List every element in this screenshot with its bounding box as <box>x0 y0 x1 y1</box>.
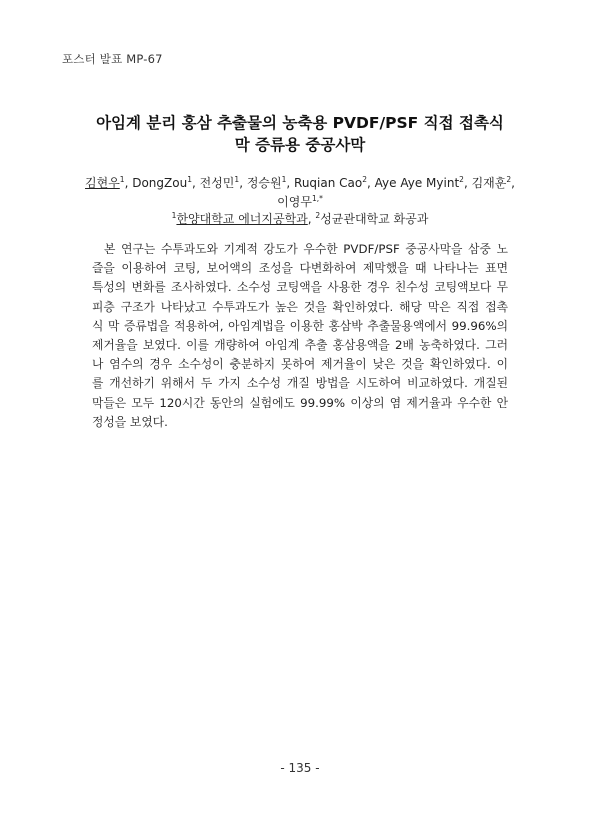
abstract-line: 즐을 이용하여 코팅, 보어액의 조성을 다변화하여 제막했을 때 나타나는 표면 <box>92 261 508 276</box>
abstract-line: 정성을 보였다. <box>92 414 168 429</box>
author-list <box>70 173 530 193</box>
abstract-line: 특성의 변화를 조사하였다. 소수성 코팅액을 사용한 경우 친수성 코팅액보다 무 <box>92 280 508 295</box>
page-number: - 135 - <box>280 761 320 775</box>
author-separator: , <box>191 176 200 190</box>
author-name: 전성민 <box>199 176 235 190</box>
affiliation-name: 한양대학교 에너지공학과 <box>176 212 308 226</box>
affiliation-list <box>60 210 540 227</box>
abstract-line: 막들은 모두 120시간 동안의 실험에도 99.99% 이상의 염 제거율과 우수한 안 <box>92 395 508 410</box>
author-affiliation-mark: 2 <box>362 175 368 184</box>
abstract-body <box>92 240 508 432</box>
author-name: 김현우 <box>85 176 120 190</box>
author-separator: , <box>511 176 515 190</box>
author-name: 정승원 <box>246 176 282 190</box>
author-affiliation-mark: 1 <box>119 175 125 184</box>
affiliation-name: 성균관대학교 화공과 <box>320 212 429 226</box>
author-name: 이영무 <box>277 195 312 209</box>
abstract-line: 본 연구는 수투과도와 기계적 강도가 우수한 PVDF/PSF 중공사막을 삼중 노 <box>104 242 508 256</box>
author-name: 김재훈 <box>471 176 507 190</box>
author-affiliation-mark: 1 <box>187 175 192 184</box>
abstract-line: 피층 구조가 나타났고 수투과도가 높은 것을 확인하였다. 해당 막은 직접 접촉 <box>92 299 508 314</box>
paper-title-line-2: 막 증류용 중공사막 <box>234 136 366 154</box>
abstract-line: 나 염수의 경우 소수성이 충분하지 못하여 제거율이 낮은 것을 확인하였다. 이 <box>92 357 508 372</box>
author-separator: , <box>463 176 472 190</box>
poster-session-label: 포스터 발표 MP-67 <box>62 52 163 66</box>
author-separator: , <box>286 176 295 190</box>
author-separator: , <box>124 176 133 190</box>
abstract-line: 를 개선하기 위해서 두 가지 소수성 개질 방법을 시도하여 비교하였다. 개질된 <box>92 376 508 391</box>
affiliation-separator: , <box>307 212 316 226</box>
author-name: DongZou <box>132 176 188 190</box>
author-name: Ruqian Cao <box>294 176 363 190</box>
affiliation-mark: 1 <box>171 211 177 220</box>
abstract-line: 식 막 증류법을 적용하여, 아임계법을 이용한 홍삼박 추출물용액에서 99.96%의 <box>92 318 508 333</box>
author-separator: , <box>239 176 247 190</box>
author-affiliation-mark: 1 <box>234 175 240 184</box>
author-affiliation-mark: 2 <box>506 175 512 184</box>
author-name: Aye Aye Myint <box>374 176 460 190</box>
abstract-line: 제거율을 보였다. 이를 개량하여 아임계 추출 홍삼용액을 2배 농축하였다. 그러 <box>92 337 508 352</box>
author-affiliation-mark: 2 <box>459 175 464 184</box>
author-affiliation-mark: 1,* <box>311 194 323 203</box>
author-list-continued <box>70 192 530 212</box>
affiliation-mark: 2 <box>315 211 321 220</box>
paper-title-line-1: 아임계 분리 홍삼 추출물의 농축용 PVDF/PSF 직접 접촉식 <box>96 114 504 132</box>
author-affiliation-mark: 1 <box>281 175 287 184</box>
author-separator: , <box>367 176 375 190</box>
